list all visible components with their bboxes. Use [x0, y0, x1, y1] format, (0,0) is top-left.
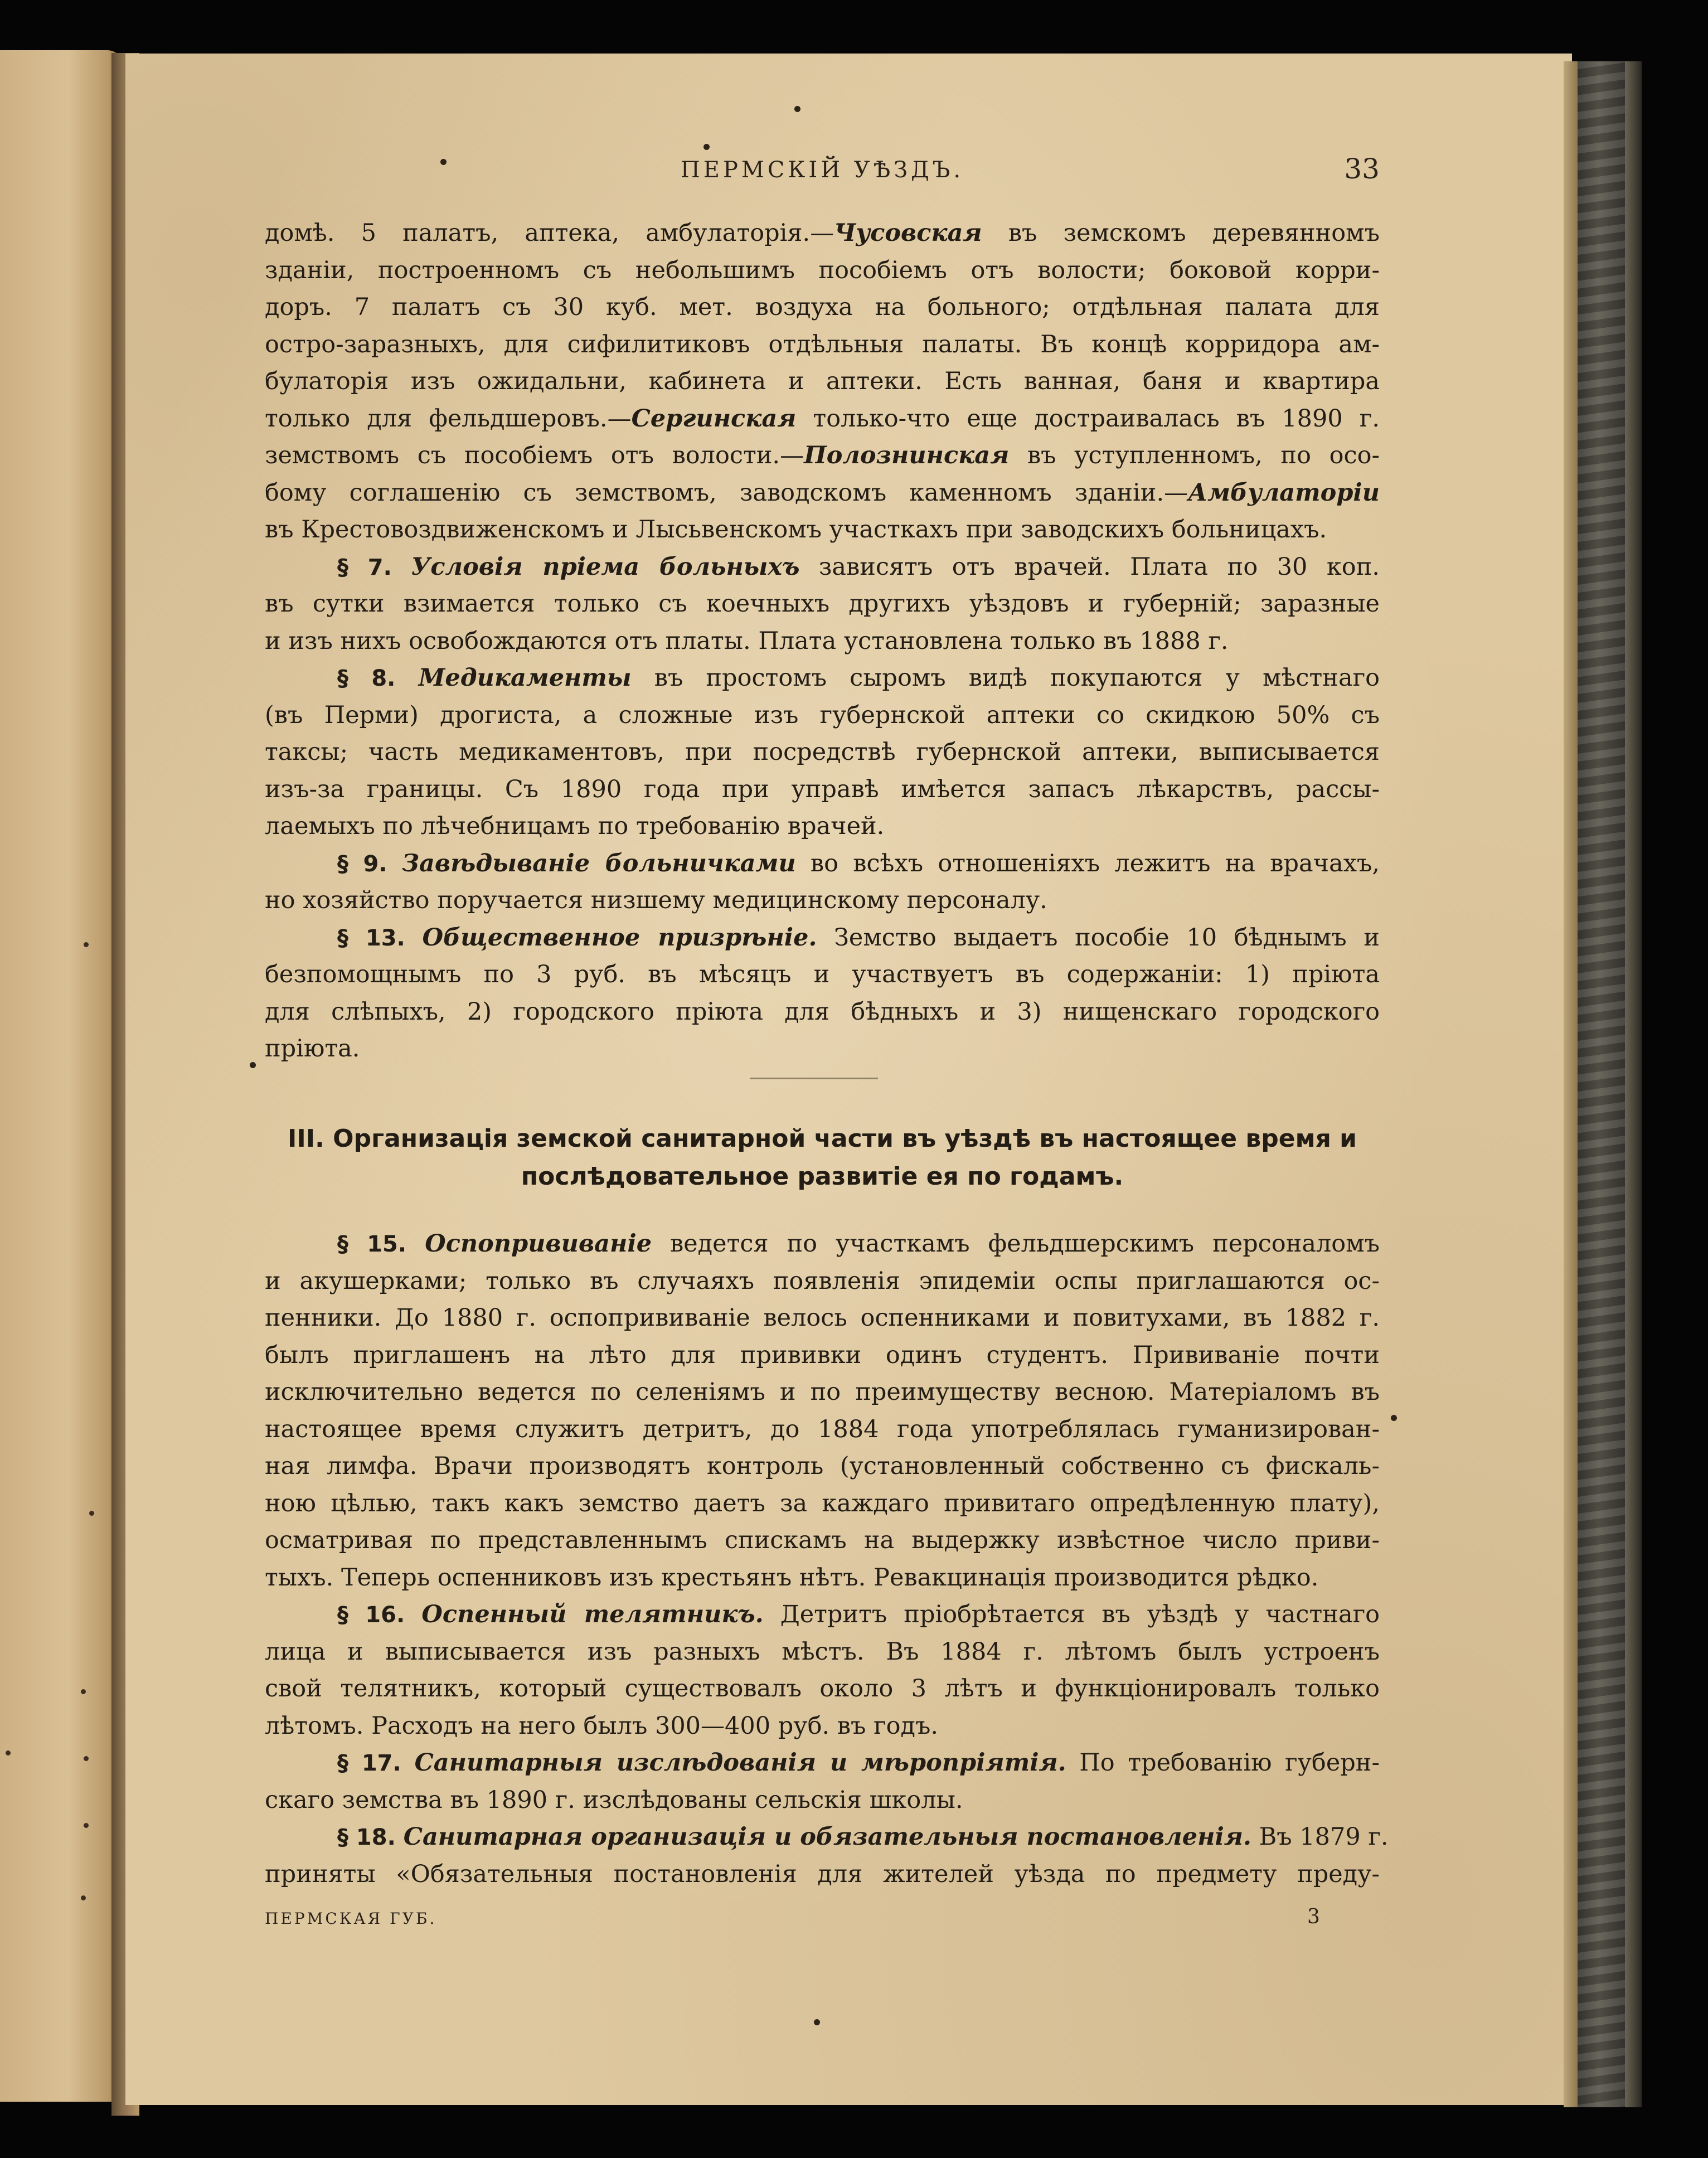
paragraph-number: § 18.	[337, 1825, 404, 1850]
text-line	[265, 1670, 1380, 1707]
text-run: ведется по участкамъ фельдшерскимъ персоналомъ	[652, 1230, 1380, 1258]
text-run: въ Крестовоздвиженскомъ и Лысьвенскомъ участкахъ при заводскихъ больницахъ.	[265, 516, 1327, 544]
text-run: пріюта.	[265, 1035, 360, 1063]
text-run: Детритъ пріобрѣтается въ уѣздѣ у частнаго	[763, 1601, 1380, 1628]
text-line	[265, 734, 1380, 770]
text-run: лица и выписывается изъ разныхъ мѣстъ. Въ 1884 г. лѣтомъ былъ устроенъ	[265, 1638, 1380, 1666]
ink-speck	[250, 1062, 256, 1068]
text-line	[265, 400, 1380, 437]
text-run: но хозяйство поручается низшему медицинскому персоналу.	[265, 886, 1047, 914]
text-run: настоящее время служитъ детритъ, до 1884 года употреблялась гуманизирован-	[265, 1415, 1380, 1443]
text-run: бому соглашенію съ земствомъ, заводскомъ каменномъ зданіи.—	[265, 479, 1188, 507]
text-run: таксы; часть медикаментовъ, при посредствѣ губернской аптеки, выписывается	[265, 738, 1380, 766]
text-line	[265, 1485, 1380, 1522]
text-run: пенники. До 1880 г. оспопрививаніе велось оспенниками и повитухами, въ 1882 г.	[265, 1304, 1380, 1332]
text-line	[265, 326, 1380, 363]
text-run: скаго земства въ 1890 г. изслѣдованы сельскія школы.	[265, 1786, 963, 1814]
paragraph-number: § 16.	[337, 1602, 422, 1628]
text-run: приняты «Обязательныя постановленія для жителей уѣзда по предмету преду-	[265, 1860, 1380, 1888]
italic-term: Условія пріема больныхъ	[411, 553, 800, 581]
italic-term: Санитарныя изслѣдованія и мѣропріятія.	[414, 1749, 1066, 1777]
text-run: (въ Перми) дрогиста, а сложные изъ губернской аптеки со скидкою 50% съ	[265, 701, 1380, 729]
text-line	[265, 993, 1380, 1030]
running-head-title: ПЕРМСКІЙ УѢЗДЪ.	[680, 157, 964, 183]
text-run: ная лимфа. Врачи производятъ контроль (установленный собственно съ фискаль-	[265, 1452, 1380, 1480]
text-run: зависятъ отъ врачей. Плата по 30 коп.	[799, 553, 1380, 581]
text-line	[265, 1818, 1389, 1856]
text-line	[265, 1225, 1380, 1263]
text-line	[265, 1411, 1380, 1448]
text-run: безпомощнымъ по 3 руб. въ мѣсяцъ и участвуетъ въ содержаніи: 1) пріюта	[265, 961, 1380, 988]
paragraph-number: § 7.	[337, 555, 411, 580]
text-run: и акушерками; только въ случаяхъ появленія эпидеміи оспы приглашаются ос-	[265, 1267, 1380, 1295]
text-run: во всѣхъ отношеніяхъ лежитъ на врачахъ,	[795, 850, 1380, 877]
section-divider	[750, 1078, 878, 1079]
italic-term: Сергинская	[631, 405, 797, 433]
ink-speck	[1391, 1415, 1397, 1421]
text-run: свой телятникъ, который существовалъ около 3 лѣтъ и функціонировалъ только	[265, 1675, 1380, 1703]
text-line	[265, 1596, 1380, 1633]
paragraph-number: § 17.	[337, 1750, 415, 1776]
text-line	[265, 771, 1380, 808]
text-line	[265, 549, 1380, 586]
paragraph-number: § 15.	[337, 1231, 425, 1257]
ink-speck	[794, 106, 800, 112]
text-run: тыхъ. Теперь оспенниковъ изъ крестьянъ нѣтъ. Ревакцинація производится рѣдко.	[265, 1564, 1319, 1592]
ink-speck	[703, 144, 710, 150]
text-line	[265, 1337, 1380, 1374]
text-run: булаторія изъ ожидальни, кабинета и аптеки. Есть ванная, баня и квартира	[265, 367, 1380, 395]
italic-term: Оспопрививаніе	[425, 1230, 652, 1258]
paragraph-number: § 8.	[337, 666, 419, 691]
text-line	[265, 697, 1380, 734]
text-run: изъ-за границы. Съ 1890 года при управѣ имѣется запасъ лѣкарствъ, рассы-	[265, 775, 1380, 803]
text-run: По требованію губерн-	[1066, 1749, 1380, 1777]
text-line	[265, 1782, 1380, 1818]
text-run: только-что еще достраивалась въ 1890 г.	[796, 405, 1380, 433]
text-run: для слѣпыхъ, 2) городского пріюта для бѣдныхъ и 3) нищенскаго городского	[265, 998, 1380, 1026]
text-line	[265, 252, 1380, 289]
text-line	[265, 474, 1380, 511]
text-line	[265, 1559, 1380, 1596]
left-page-edge	[0, 50, 124, 2102]
signature-mark: ПЕРМСКАЯ ГУБ.	[265, 1909, 437, 1928]
text-run: осматривая по представленнымъ спискамъ на выдержку извѣстное число приви-	[265, 1526, 1380, 1554]
italic-term: Санитарная организація и обязательныя постановленія.	[403, 1823, 1251, 1851]
text-line	[265, 845, 1380, 882]
text-line	[265, 919, 1380, 957]
text-run: ною цѣлью, такъ какъ земство даетъ за каждаго привитаго опредѣленную плату),	[265, 1490, 1380, 1517]
text-line	[265, 1263, 1380, 1299]
text-run: въ уступленномъ, по осо-	[1009, 442, 1380, 469]
paragraph-number: § 9.	[337, 851, 402, 877]
text-run: домѣ. 5 палатъ, аптека, амбулаторія.—	[265, 219, 834, 247]
section-title-line-1: III. Организація земской санитарной части въ уѣздѣ въ настоящее время и	[288, 1124, 1357, 1153]
text-line	[265, 1448, 1380, 1485]
italic-term: Медикаменты	[418, 664, 632, 692]
text-run: Земство выдаетъ пособіе 10 бѣднымъ и	[817, 924, 1380, 952]
text-line	[265, 363, 1380, 400]
text-run: лѣтомъ. Расходъ на него былъ 300—400 руб. въ годъ.	[265, 1712, 938, 1740]
text-run: Въ 1879 г.	[1251, 1823, 1389, 1851]
italic-term: Завѣдываніе больничками	[402, 850, 796, 877]
text-line	[265, 808, 1380, 845]
italic-term: Оспенный телятникъ.	[421, 1601, 764, 1628]
text-line	[265, 1856, 1380, 1893]
text-line	[265, 437, 1380, 474]
text-line	[265, 289, 1380, 326]
ink-speck	[814, 2019, 820, 2025]
text-line	[265, 215, 1380, 251]
text-run: земствомъ съ пособіемъ отъ волости.—	[265, 442, 804, 469]
text-line	[265, 1708, 1380, 1744]
italic-term: Общественное призрѣніе.	[422, 924, 817, 952]
section-title-line-2: послѣдовательное развитіе ея по годамъ.	[521, 1162, 1124, 1191]
text-run: былъ приглашенъ на лѣто для прививки одинъ студентъ. Прививаніе почти	[265, 1341, 1380, 1369]
text-line	[265, 511, 1380, 548]
text-line	[265, 1299, 1380, 1336]
text-run: остро-заразныхъ, для сифилитиковъ отдѣльныя палаты. Въ концѣ корридора ам-	[265, 331, 1380, 358]
sheet-number: 3	[1307, 1905, 1320, 1928]
running-head	[265, 153, 1380, 191]
text-run: доръ. 7 палатъ съ 30 куб. мет. воздуха на больного; отдѣльная палата для	[265, 293, 1380, 321]
text-run: лаемыхъ по лѣчебницамъ по требованію врачей.	[265, 812, 885, 840]
text-run: исключительно ведется по селеніямъ и по преимуществу весною. Матеріаломъ въ	[265, 1378, 1380, 1406]
text-line	[265, 956, 1380, 993]
cover-edge	[1625, 61, 1642, 2107]
text-line	[265, 585, 1380, 622]
text-run: только для фельдшеровъ.—	[265, 405, 632, 433]
text-line	[265, 659, 1380, 697]
text-line	[265, 882, 1380, 919]
text-line	[265, 623, 1380, 659]
italic-term: Амбулаторіи	[1188, 479, 1380, 507]
italic-term: Чусовская	[834, 219, 982, 247]
page-number: 33	[1344, 153, 1380, 185]
text-line	[265, 1374, 1380, 1410]
ink-speck	[440, 159, 447, 165]
text-line	[265, 1744, 1380, 1782]
paragraph-number: § 13.	[337, 925, 423, 951]
text-line	[265, 1522, 1380, 1559]
text-line	[265, 1633, 1380, 1670]
italic-term: Полознинская	[804, 442, 1010, 469]
text-run: и изъ нихъ освобождаются отъ платы. Плата установлена только въ 1888 г.	[265, 627, 1229, 655]
text-line	[265, 1030, 1380, 1067]
page-fore-edge	[1564, 61, 1578, 2107]
text-run: въ земскомъ деревянномъ	[982, 219, 1380, 247]
text-run: въ простомъ сыромъ видѣ покупаются у мѣстнаго	[631, 664, 1380, 692]
text-run: зданіи, построенномъ съ небольшимъ пособіемъ отъ волости; боковой корри-	[265, 256, 1380, 284]
text-run: въ сутки взимается только съ коечныхъ другихъ уѣздовъ и губерній; заразные	[265, 590, 1380, 618]
